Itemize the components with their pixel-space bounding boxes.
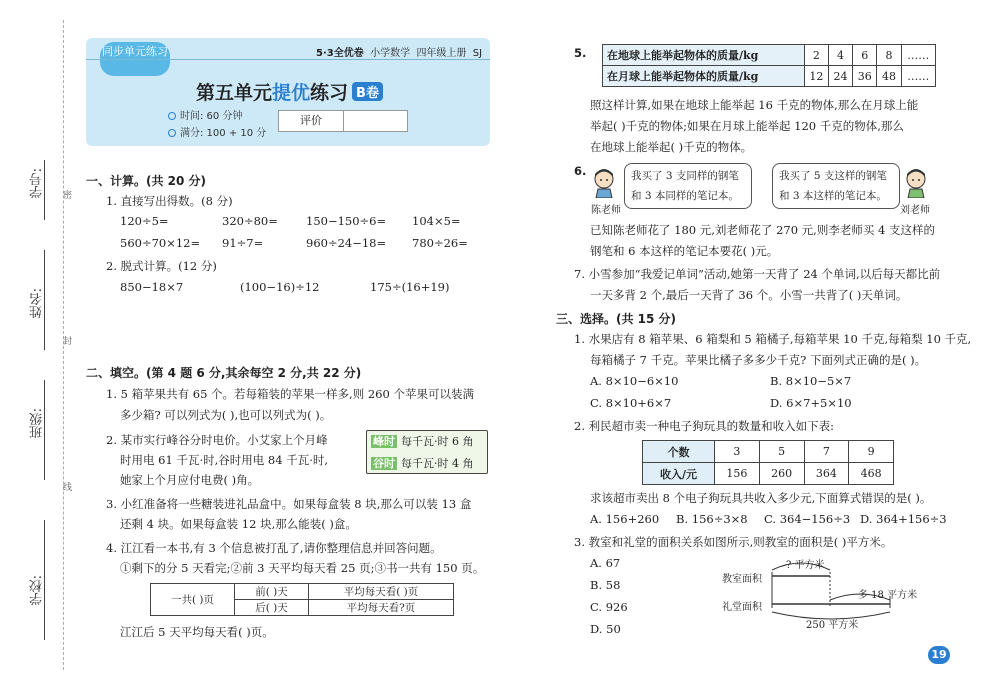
table-cell: 156 — [715, 463, 760, 485]
question-text: 已知陈老师花了 180 元,刘老师花了 270 元,则李老师买 4 支这样的 — [590, 223, 935, 237]
calc-item: 320÷80= — [222, 214, 278, 228]
time-info: 时间: 60 分钟 — [168, 107, 242, 122]
section-title: 一、计算。(共 20 分) — [86, 174, 207, 188]
question-text: 钢笔和 6 本这样的笔记本要花( )元。 — [590, 244, 779, 258]
option-b[interactable]: B. 8×10−5×7 — [770, 374, 852, 388]
calc-item: 175÷(16+19) — [370, 280, 450, 294]
table-cell: 前( )天 — [235, 584, 309, 600]
option-d[interactable]: D. 364+156÷3 — [860, 512, 947, 526]
question-text: 时用电 61 千瓦·时,谷时用电 84 千瓦·时, — [120, 453, 329, 467]
table-cell: 平均每天看?页 — [309, 600, 454, 616]
table-cell: 后( )天 — [235, 600, 309, 616]
question-text: 多少箱? 可以列式为( ),也可以列式为( )。 — [120, 408, 332, 422]
class-field[interactable] — [44, 380, 45, 480]
diagram-label: 多 18 平方米 — [858, 590, 918, 601]
unit-tag: 同步单元练习 — [100, 42, 170, 76]
id-label: 学号: — [30, 168, 45, 199]
table-header: 收入/元 — [643, 463, 715, 485]
option-d[interactable]: D. 50 — [590, 622, 621, 636]
option-c[interactable]: C. 926 — [590, 600, 628, 614]
calc-item: 560÷70×12= — [120, 236, 201, 250]
reading-table — [150, 583, 454, 616]
speech-bubble: 我买了 3 支同样的钢笔 和 3 本同样的笔记本。 — [624, 163, 752, 209]
cut-mark: 密 — [61, 190, 71, 199]
header-divider — [86, 59, 490, 60]
teacher-name: 刘老师 — [900, 205, 930, 216]
table-cell: …… — [901, 66, 935, 87]
table-cell: 4 — [828, 45, 852, 66]
section-title: 三、选择。(共 15 分) — [556, 312, 677, 326]
table-cell: 一共( )页 — [151, 584, 235, 616]
cut-mark: 线 — [61, 482, 71, 491]
question-text: 2. 脱式计算。(12 分) — [106, 259, 217, 273]
option-a[interactable]: A. 156+260 — [590, 512, 660, 526]
question-text: 照这样计算,如果在地球上能举起 16 千克的物体,那么在月球上能 — [590, 98, 919, 112]
table-cell: 36 — [853, 66, 877, 87]
id-field[interactable] — [44, 160, 45, 220]
option-c[interactable]: C. 8×10+6×7 — [590, 396, 672, 410]
table-cell: 24 — [828, 66, 852, 87]
question-text: 1. 5 箱苹果共有 65 个。若每箱装的苹果一样多,则 260 个苹果可以装满 — [106, 387, 474, 401]
page-number: 19 — [928, 646, 950, 664]
school-field[interactable] — [44, 520, 45, 640]
table-cell: 3 — [715, 441, 760, 463]
valley-price: 谷时 每千瓦·时 4 角 — [373, 457, 474, 470]
table-cell: 48 — [877, 66, 901, 87]
table-cell: 7 — [804, 441, 849, 463]
diagram-label: ? 平方米 — [786, 560, 825, 571]
table-cell: 468 — [849, 463, 894, 485]
peak-price: 峰时 每千瓦·时 6 角 — [373, 435, 474, 448]
calc-item: 960÷24−18= — [306, 236, 387, 250]
toy-sales-table — [642, 440, 894, 485]
question-number: 6. — [574, 164, 587, 178]
calc-item: 150−150÷6= — [306, 214, 387, 228]
table-header: 在月球上能举起物体的质量/kg — [603, 66, 805, 87]
question-text: 4. 江江看一本书,有 3 个信息被打乱了,请你整理信息并回答问题。 — [106, 541, 442, 555]
question-text: 3. 教室和礼堂的面积关系如图所示,则教室的面积是( )平方米。 — [574, 535, 893, 549]
speech-bubble: 我买了 5 支这样的钢笔 和 3 本这样的笔记本。 — [772, 163, 900, 209]
table-cell: 8 — [877, 45, 901, 66]
table-cell: 2 — [804, 45, 828, 66]
option-c[interactable]: C. 364−156÷3 — [764, 512, 851, 526]
mass-table — [602, 44, 936, 87]
question-text: 求该超市卖出 8 个电子狗玩具共收入多少元,下面算式错误的是( )。 — [590, 491, 932, 505]
name-field[interactable] — [44, 250, 45, 350]
calc-item: 780÷26= — [412, 236, 468, 250]
question-text: 2. 利民超市卖一种电子狗玩具的数量和收入如下表: — [574, 419, 834, 433]
option-a[interactable]: A. 8×10−6×10 — [590, 374, 679, 388]
question-text: 每箱橘子 7 千克。苹果比橘子多多少千克? 下面列式正确的是( )。 — [590, 353, 927, 367]
evaluation-label: 评价 — [279, 111, 344, 131]
section-title: 二、填空。(第 4 题 6 分,其余每空 2 分,共 22 分) — [86, 366, 362, 380]
teacher-name: 陈老师 — [591, 205, 621, 216]
calc-item: 91÷7= — [222, 236, 264, 250]
calc-item: 104×5= — [412, 214, 461, 228]
teacher-chen-icon — [592, 168, 616, 198]
clock-icon — [168, 112, 176, 120]
question-text: 还剩 4 块。如果每盒装 12 块,那么能装( )盒。 — [120, 517, 357, 531]
table-cell: 9 — [849, 441, 894, 463]
option-b[interactable]: B. 58 — [590, 578, 621, 592]
diagram-label: 礼堂面积 — [722, 602, 762, 613]
table-cell: 260 — [759, 463, 804, 485]
option-a[interactable]: A. 67 — [590, 556, 621, 570]
question-text: 一天多背 2 个,最后一天背了 36 个。小雪一共背了( )天单词。 — [590, 288, 908, 302]
question-text: 1. 直接写出得数。(8 分) — [106, 194, 233, 208]
question-text: ①剩下的分 5 天看完;②前 3 天平均每天看 25 页;③书一共有 150 页。 — [120, 561, 485, 575]
series-label: 5·3全优卷 小学数学 四年级上册 SJ — [316, 48, 483, 59]
calc-item: 850−18×7 — [120, 280, 184, 294]
question-text: 1. 水果店有 8 箱苹果、6 箱梨和 5 箱橘子,每箱苹果 10 千克,每箱梨 10 千克, — [574, 332, 972, 346]
calc-item: (100−16)÷12 — [240, 280, 320, 294]
question-text: 7. 小雪参加“我爱记单词”活动,她第一天背了 24 个单词,以后每天都比前 — [574, 267, 941, 281]
score-info: 满分: 100 + 10 分 — [168, 124, 266, 139]
table-cell: …… — [901, 45, 935, 66]
calc-item: 120÷5= — [120, 214, 169, 228]
table-cell: 5 — [759, 441, 804, 463]
question-number: 5. — [574, 46, 587, 60]
evaluation-box[interactable] — [278, 110, 408, 132]
volume-badge: B卷 — [352, 82, 383, 101]
class-label: 班级: — [30, 408, 45, 439]
option-d[interactable]: D. 6×7+5×10 — [770, 396, 852, 410]
table-header: 个数 — [643, 441, 715, 463]
check-icon — [168, 129, 176, 137]
teacher-liu-icon — [904, 168, 928, 198]
table-cell: 364 — [804, 463, 849, 485]
table-cell: 平均每天看( )页 — [309, 584, 454, 600]
table-header: 在地球上能举起物体的质量/kg — [603, 45, 805, 66]
question-text: 江江后 5 天平均每天看( )页。 — [120, 625, 274, 639]
diagram-label: 教室面积 — [722, 574, 762, 585]
page-title: 第五单元提优练习 B卷 — [196, 78, 383, 105]
price-box — [366, 430, 488, 474]
school-label: 学校: — [30, 575, 45, 606]
question-text: 3. 小红准备将一些糖装进礼品盒中。如果每盒装 8 块,那么可以装 13 盒 — [106, 497, 472, 511]
option-b[interactable]: B. 156÷3×8 — [676, 512, 748, 526]
question-text: 在地球上能举起( )千克的物体。 — [590, 140, 753, 154]
question-text: 她家上个月应付电费( )角。 — [120, 473, 260, 487]
question-text: 2. 某市实行峰谷分时电价。小艾家上个月峰 — [106, 433, 328, 447]
cut-mark: 封 — [61, 336, 71, 345]
table-cell: 6 — [853, 45, 877, 66]
name-label: 姓名: — [30, 288, 45, 319]
diagram-label: 250 平方米 — [806, 620, 859, 631]
binding-line — [63, 20, 64, 670]
question-text: 举起( )千克的物体;如果在月球上能举起 120 千克的物体,那么 — [590, 119, 904, 133]
table-cell: 12 — [804, 66, 828, 87]
